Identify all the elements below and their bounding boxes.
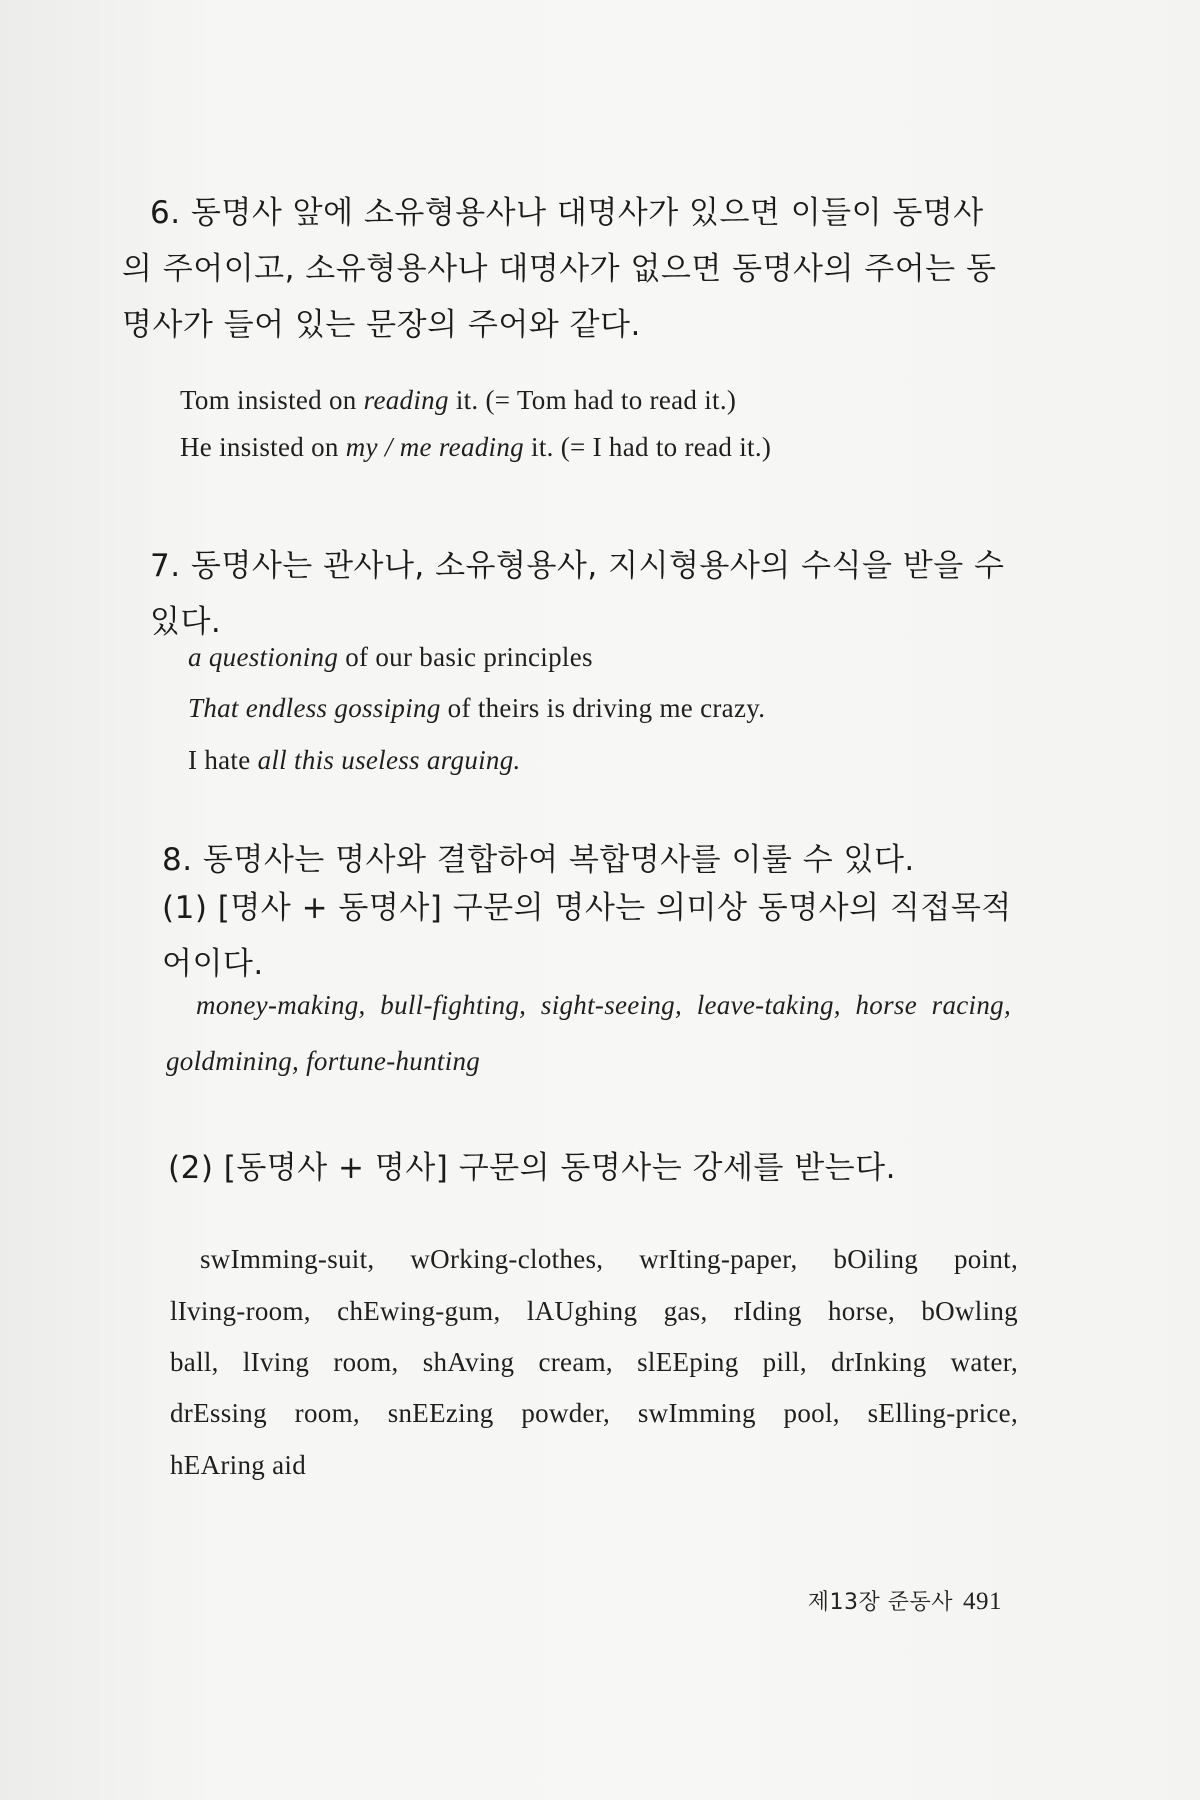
example-6-line-1 [180, 385, 736, 416]
example-8-2-line-3: ball, lIving room, shAving cream, slEEping pill, drInking water, [170, 1347, 1018, 1377]
example-text: Tom insisted on [180, 385, 364, 415]
rule-6-text: 6. 동명사 앞에 소유형용사나 대명사가 있으면 이들이 동명사의 주어이고, 소유형용사나 대명사가 없으면 동명사의 주어는 동명사가 들어 있는 문장의 주어와 같다. [122, 195, 997, 343]
example-7-line-2 [188, 693, 765, 724]
example-7-line-3 [188, 745, 521, 776]
example-text: of our basic principles [338, 642, 593, 672]
example-italic: all this useless arguing. [257, 745, 521, 775]
example-text: of theirs is driving me crazy. [440, 693, 766, 723]
example-6-line-2 [180, 432, 771, 463]
example-text: it. (= I had to read it.) [523, 432, 772, 462]
example-italic: reading [363, 385, 449, 415]
chapter-title: 제13장 준동사 [807, 1590, 953, 1615]
example-text: I hate [188, 745, 258, 775]
example-text: it. (= Tom had to read it.) [448, 385, 737, 415]
example-8-1-line-2: goldmining, fortune-hunting [166, 1046, 481, 1076]
example-8-2-line-4: drEssing room, snEEzing powder, swImming pool, sElling-price, [170, 1398, 1018, 1428]
example-italic: a questioning [188, 642, 339, 672]
page-footer [808, 1585, 1002, 1616]
rule-8-text: 8. 동명사는 명사와 결합하여 복합명사를 이룰 수 있다. [162, 842, 915, 878]
example-8-2-line-1: swImming-suit, wOrking-clothes, wrIting-paper, bOiling point, [200, 1244, 1018, 1274]
example-8-2-line-5: hEAring aid [170, 1450, 307, 1480]
rule-8-1-text: (1) [명사 + 동명사] 구문의 명사는 의미상 동명사의 직접목적어이다. [162, 890, 1012, 982]
example-text: He insisted on [180, 432, 346, 462]
example-italic: That endless gossiping [188, 693, 441, 723]
example-7-line-1 [188, 642, 593, 673]
rule-8-2-text: (2) [동명사 + 명사] 구문의 동명사는 강세를 받는다. [168, 1150, 896, 1186]
page-number: 491 [963, 1588, 1002, 1615]
example-8-1-line-1: money-making, bull-fighting, sight-seeing, leave-taking, horse racing, [196, 990, 1011, 1020]
example-italic: my / me reading [345, 432, 524, 462]
example-8-2-line-2: lIving-room, chEwing-gum, lAUghing gas, rIding horse, bOwling [170, 1296, 1018, 1326]
rule-7-text: 7. 동명사는 관사나, 소유형용사, 지시형용사의 수식을 받을 수 있다. [150, 548, 1005, 640]
